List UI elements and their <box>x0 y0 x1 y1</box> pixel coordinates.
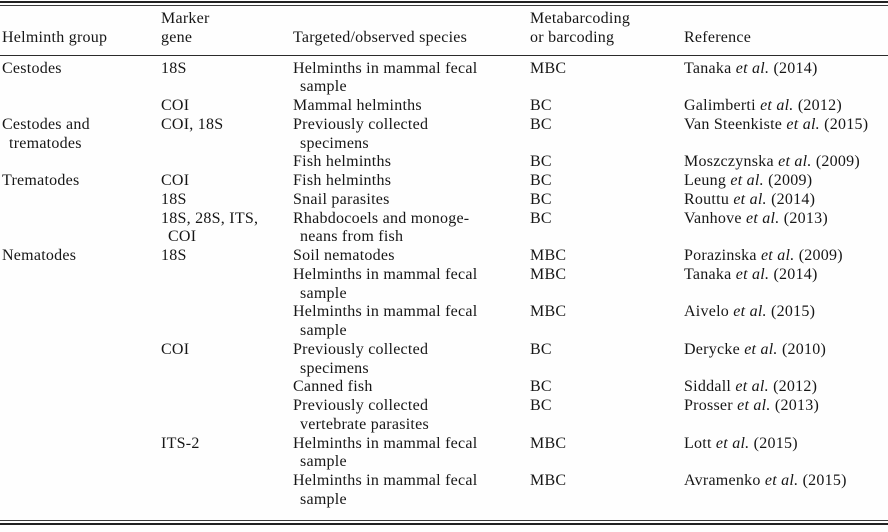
text-line: ITS-2 <box>161 434 200 452</box>
cell-method <box>528 172 682 191</box>
reference-text <box>684 60 888 79</box>
text-line: Helminths in mammal fecal <box>293 434 478 452</box>
reference-year: (2009) <box>794 247 843 264</box>
text-line: Helminths in mammal fecal <box>293 303 478 321</box>
cell-marker-gene <box>159 247 291 266</box>
et-al-italic: et al. <box>786 115 820 133</box>
text-line: sample <box>300 78 347 96</box>
cell-method <box>528 378 682 397</box>
cell-method <box>528 116 682 154</box>
text-line: MBC <box>530 265 567 283</box>
reference-text <box>684 97 888 116</box>
reference-text <box>684 153 888 172</box>
text-line: Helminths in mammal fecal <box>293 472 478 489</box>
et-al-italic: et al. <box>730 172 764 189</box>
cell-method <box>528 266 682 304</box>
reference-author: Prosser <box>684 397 738 414</box>
text-line: sample <box>300 284 347 302</box>
reference-year: (2014) <box>766 190 816 208</box>
text-line: Snail parasites <box>293 190 390 208</box>
col-header-method <box>528 6 682 55</box>
text-line: Fish helminths <box>293 153 392 171</box>
cell-helminth-group <box>0 116 159 154</box>
cell-reference <box>682 210 888 248</box>
cell-helminth-group <box>0 378 159 397</box>
reference-year: (2012) <box>793 97 842 114</box>
cell-method <box>528 97 682 116</box>
header-text-line: Targeted/observed species <box>293 28 468 46</box>
table-row <box>0 172 888 191</box>
table-row <box>0 266 888 304</box>
text-line: BC <box>530 340 552 358</box>
et-al-italic: et al. <box>745 209 780 227</box>
reference-year: (2013) <box>770 397 820 414</box>
cell-helminth-group <box>0 472 159 510</box>
cell-species <box>291 210 528 248</box>
reference-year: (2014) <box>769 265 818 283</box>
reference-text <box>684 266 888 285</box>
cell-marker-gene <box>159 341 291 379</box>
cell-helminth-group <box>0 172 159 191</box>
text-line: COI <box>168 228 197 246</box>
cell-reference <box>682 247 888 266</box>
cell-species <box>291 97 528 116</box>
text-line: 18S <box>161 247 187 264</box>
table-row <box>0 153 888 172</box>
text-line: Rhabdocoels and monoge- <box>293 209 470 227</box>
col-header-species <box>291 6 528 55</box>
et-al-italic: et al. <box>733 303 767 321</box>
et-al-italic: et al. <box>737 397 771 414</box>
cell-method <box>528 210 682 248</box>
table-row <box>0 397 888 435</box>
reference-year: (2014) <box>769 59 818 77</box>
cell-marker-gene <box>159 55 291 97</box>
text-line: MBC <box>530 472 567 489</box>
text-line: specimens <box>300 359 369 377</box>
text-line: trematodes <box>9 134 82 152</box>
text-line: sample <box>300 453 347 471</box>
cell-marker-gene <box>159 378 291 397</box>
text-line: BC <box>530 172 552 189</box>
text-line: Cestodes <box>2 59 62 77</box>
col-header-reference <box>682 6 888 55</box>
table-bottom-rule <box>0 520 888 525</box>
cell-species <box>291 172 528 191</box>
cell-helminth-group <box>0 435 159 473</box>
text-line: Previously collected <box>293 340 429 358</box>
cell-reference <box>682 341 888 379</box>
reference-text <box>684 303 888 322</box>
table-row <box>0 116 888 154</box>
cell-species <box>291 55 528 97</box>
text-line: Canned fish <box>293 378 373 396</box>
table-body <box>0 55 888 510</box>
reference-text <box>684 341 888 360</box>
reference-year: (2015) <box>766 303 816 321</box>
reference-author: Van Steenkiste <box>684 115 787 133</box>
cell-helminth-group <box>0 266 159 304</box>
et-al-italic: et al. <box>733 190 767 208</box>
reference-text <box>684 172 888 191</box>
table-row <box>0 97 888 116</box>
text-line: BC <box>530 397 552 414</box>
text-line: COI, 18S <box>161 115 224 133</box>
cell-species <box>291 378 528 397</box>
reference-author: Leung <box>684 172 731 189</box>
reference-text <box>684 247 888 266</box>
text-line: BC <box>530 209 552 227</box>
text-line: BC <box>530 378 552 396</box>
cell-species <box>291 435 528 473</box>
reference-text <box>684 378 888 397</box>
text-line: vertebrate parasites <box>300 415 429 433</box>
reference-year: (2010) <box>777 340 827 358</box>
reference-author: Derycke <box>684 340 745 358</box>
cell-species <box>291 153 528 172</box>
cell-marker-gene <box>159 172 291 191</box>
reference-year: (2015) <box>819 115 869 133</box>
text-line: 18S <box>161 190 187 208</box>
cell-marker-gene <box>159 397 291 435</box>
cell-marker-gene <box>159 116 291 154</box>
header-text-line: or barcoding <box>530 28 615 46</box>
text-line: sample <box>300 322 347 339</box>
cell-helminth-group <box>0 397 159 435</box>
col-header-marker-gene <box>159 6 291 55</box>
cell-method <box>528 303 682 341</box>
reference-text <box>684 472 888 491</box>
reference-author: Porazinska <box>684 247 761 264</box>
header-text-line: Marker <box>161 10 210 27</box>
text-line: Helminths in mammal fecal <box>293 59 478 77</box>
cell-species <box>291 472 528 510</box>
text-line: MBC <box>530 434 567 452</box>
reference-text <box>684 210 888 229</box>
helminth-marker-table <box>0 6 888 510</box>
cell-helminth-group <box>0 153 159 172</box>
reference-text <box>684 191 888 210</box>
reference-year: (2009) <box>811 153 860 171</box>
et-al-italic: et al. <box>735 59 770 77</box>
text-line: COI <box>161 340 190 358</box>
text-line: sample <box>300 490 347 508</box>
cell-species <box>291 191 528 210</box>
cell-marker-gene <box>159 97 291 116</box>
et-al-italic: et al. <box>735 265 770 283</box>
text-line: Mammal helminths <box>293 97 422 114</box>
reference-year: (2015) <box>749 434 798 452</box>
cell-reference <box>682 472 888 510</box>
table-row <box>0 435 888 473</box>
cell-reference <box>682 55 888 97</box>
header-text-line: Helminth group <box>2 28 108 46</box>
cell-marker-gene <box>159 472 291 510</box>
cell-reference <box>682 191 888 210</box>
cell-reference <box>682 116 888 154</box>
cell-marker-gene <box>159 266 291 304</box>
text-line: Nematodes <box>2 247 77 264</box>
table-row <box>0 472 888 510</box>
reference-author: Lott <box>684 434 716 452</box>
reference-author: Galimberti <box>684 97 761 114</box>
cell-species <box>291 247 528 266</box>
cell-reference <box>682 435 888 473</box>
cell-reference <box>682 172 888 191</box>
cell-helminth-group <box>0 341 159 379</box>
text-line: COI <box>161 97 190 114</box>
table-row <box>0 55 888 97</box>
reference-author: Tanaka <box>684 265 736 283</box>
et-al-italic: et al. <box>715 434 750 452</box>
header-text-line: Reference <box>684 28 752 46</box>
text-line: specimens <box>300 134 369 152</box>
cell-method <box>528 472 682 510</box>
cell-marker-gene <box>159 303 291 341</box>
cell-method <box>528 341 682 379</box>
reference-author: Siddall <box>684 378 736 396</box>
cell-reference <box>682 397 888 435</box>
text-line: MBC <box>530 303 567 321</box>
text-line: 18S <box>161 59 187 77</box>
table-header <box>0 6 888 55</box>
text-line: MBC <box>530 59 567 77</box>
header-row <box>0 6 888 55</box>
reference-year: (2012) <box>768 378 818 396</box>
reference-year: (2013) <box>779 209 828 227</box>
cell-helminth-group <box>0 210 159 248</box>
reference-author: Tanaka <box>684 59 736 77</box>
header-text-line: gene <box>161 28 193 46</box>
cell-species <box>291 341 528 379</box>
reference-year: (2015) <box>798 472 847 489</box>
cell-marker-gene <box>159 210 291 248</box>
et-al-italic: et al. <box>760 247 795 264</box>
cell-species <box>291 116 528 154</box>
text-line: Previously collected <box>293 115 429 133</box>
reference-author: Avramenko <box>684 472 765 489</box>
table-row <box>0 191 888 210</box>
text-line: BC <box>530 97 552 114</box>
text-line: Cestodes and <box>2 115 90 133</box>
cell-helminth-group <box>0 191 159 210</box>
et-al-italic: et al. <box>764 472 799 489</box>
cell-helminth-group <box>0 97 159 116</box>
cell-reference <box>682 266 888 304</box>
table-row <box>0 341 888 379</box>
cell-species <box>291 397 528 435</box>
text-line: Trematodes <box>2 172 80 189</box>
cell-method <box>528 397 682 435</box>
et-al-italic: et al. <box>778 153 812 171</box>
cell-marker-gene <box>159 191 291 210</box>
text-line: Soil nematodes <box>293 247 395 264</box>
col-header-helminth-group <box>0 6 159 55</box>
cell-helminth-group <box>0 55 159 97</box>
cell-reference <box>682 378 888 397</box>
cell-species <box>291 303 528 341</box>
text-line: neans from fish <box>300 228 404 246</box>
cell-helminth-group <box>0 247 159 266</box>
table-row <box>0 378 888 397</box>
reference-author: Vanhove <box>684 209 746 227</box>
reference-text <box>684 116 888 135</box>
reference-text <box>684 397 888 416</box>
cell-method <box>528 153 682 172</box>
text-line: Fish helminths <box>293 172 392 189</box>
cell-helminth-group <box>0 303 159 341</box>
text-line: COI <box>161 172 190 189</box>
reference-author: Moszczynska <box>684 153 779 171</box>
text-line: BC <box>530 190 552 208</box>
table-row <box>0 210 888 248</box>
cell-method <box>528 247 682 266</box>
text-line: BC <box>530 115 552 133</box>
text-line: 18S, 28S, ITS, <box>161 209 259 227</box>
cell-reference <box>682 303 888 341</box>
cell-method <box>528 55 682 97</box>
text-line: Previously collected <box>293 397 429 414</box>
reference-text <box>684 435 888 454</box>
reference-author: Routtu <box>684 190 734 208</box>
et-al-italic: et al. <box>760 97 794 114</box>
cell-method <box>528 435 682 473</box>
cell-marker-gene <box>159 435 291 473</box>
table-row <box>0 247 888 266</box>
header-text-line: Metabarcoding <box>530 10 631 27</box>
text-line: MBC <box>530 247 567 264</box>
reference-author: Aivelo <box>684 303 734 321</box>
reference-year: (2009) <box>763 172 813 189</box>
text-line: Helminths in mammal fecal <box>293 265 478 283</box>
cell-marker-gene <box>159 153 291 172</box>
cell-reference <box>682 97 888 116</box>
cell-method <box>528 191 682 210</box>
text-line: BC <box>530 153 552 171</box>
cell-reference <box>682 153 888 172</box>
et-al-italic: et al. <box>735 378 769 396</box>
cell-species <box>291 266 528 304</box>
table-row <box>0 303 888 341</box>
et-al-italic: et al. <box>744 340 778 358</box>
